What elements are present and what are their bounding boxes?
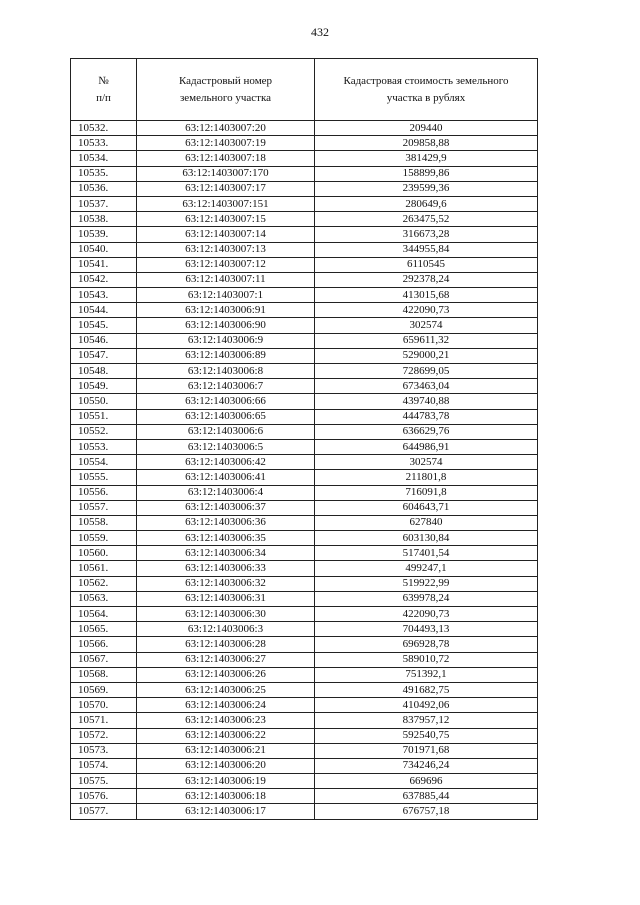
- cell-row-number: 10532.: [71, 121, 137, 136]
- cell-row-number: 10547.: [71, 348, 137, 363]
- cell-cadastral-number: 63:12:1403006:89: [137, 348, 315, 363]
- table-row: [71, 743, 538, 758]
- cell-cadastral-value: 280649,6: [315, 196, 538, 211]
- cell-cadastral-number: 63:12:1403007:20: [137, 121, 315, 136]
- cell-row-number: 10571.: [71, 713, 137, 728]
- table-row: [71, 607, 538, 622]
- cell-row-number: 10542.: [71, 272, 137, 287]
- table-row: [71, 288, 538, 303]
- cell-row-number: 10534.: [71, 151, 137, 166]
- table-row: [71, 774, 538, 789]
- cell-cadastral-number: 63:12:1403006:24: [137, 698, 315, 713]
- cell-row-number: 10544.: [71, 303, 137, 318]
- table-row: [71, 531, 538, 546]
- table-row: [71, 485, 538, 500]
- cell-cadastral-number: 63:12:1403007:14: [137, 227, 315, 242]
- cell-row-number: 10545.: [71, 318, 137, 333]
- cell-row-number: 10558.: [71, 515, 137, 530]
- cell-cadastral-value: 627840: [315, 515, 538, 530]
- table-row: [71, 652, 538, 667]
- cell-cadastral-number: 63:12:1403006:19: [137, 774, 315, 789]
- cell-cadastral-value: 676757,18: [315, 804, 538, 819]
- cell-row-number: 10560.: [71, 546, 137, 561]
- cell-cadastral-value: 669696: [315, 774, 538, 789]
- cell-cadastral-number: 63:12:1403006:22: [137, 728, 315, 743]
- table-row: [71, 713, 538, 728]
- cell-cadastral-value: 701971,68: [315, 743, 538, 758]
- cell-row-number: 10539.: [71, 227, 137, 242]
- cell-row-number: 10543.: [71, 288, 137, 303]
- table-row: [71, 394, 538, 409]
- cell-cadastral-value: 444783,78: [315, 409, 538, 424]
- cell-row-number: 10563.: [71, 591, 137, 606]
- table-row: [71, 212, 538, 227]
- table-row: [71, 333, 538, 348]
- cell-cadastral-value: 302574: [315, 455, 538, 470]
- cell-cadastral-number: 63:12:1403006:17: [137, 804, 315, 819]
- cell-row-number: 10568.: [71, 667, 137, 682]
- cell-cadastral-value: 603130,84: [315, 531, 538, 546]
- table-row: [71, 181, 538, 196]
- cell-cadastral-number: 63:12:1403007:151: [137, 196, 315, 211]
- cell-row-number: 10549.: [71, 379, 137, 394]
- cell-cadastral-number: 63:12:1403006:41: [137, 470, 315, 485]
- table-row: [71, 637, 538, 652]
- table-row: [71, 348, 538, 363]
- header-cadastral-value: [315, 59, 538, 121]
- header-row-number: [71, 59, 137, 121]
- cell-row-number: 10537.: [71, 196, 137, 211]
- cell-row-number: 10576.: [71, 789, 137, 804]
- cell-cadastral-value: 751392,1: [315, 667, 538, 682]
- cell-cadastral-value: 209858,88: [315, 136, 538, 151]
- cell-cadastral-value: 636629,76: [315, 424, 538, 439]
- table-row: [71, 318, 538, 333]
- table-row: [71, 242, 538, 257]
- cell-cadastral-number: 63:12:1403006:23: [137, 713, 315, 728]
- table-row: [71, 121, 538, 136]
- table-row: [71, 591, 538, 606]
- cell-cadastral-value: 659611,32: [315, 333, 538, 348]
- cell-cadastral-number: 63:12:1403007:13: [137, 242, 315, 257]
- cell-cadastral-number: 63:12:1403006:91: [137, 303, 315, 318]
- cell-cadastral-value: 644986,91: [315, 439, 538, 454]
- cell-row-number: 10557.: [71, 500, 137, 515]
- cell-row-number: 10575.: [71, 774, 137, 789]
- cadastral-value-table: [70, 58, 538, 820]
- table-row: [71, 379, 538, 394]
- cell-cadastral-value: 589010,72: [315, 652, 538, 667]
- cell-cadastral-number: 63:12:1403007:19: [137, 136, 315, 151]
- header-row-number-line-1: №: [98, 74, 109, 87]
- table-row: [71, 227, 538, 242]
- cell-cadastral-number: 63:12:1403006:32: [137, 576, 315, 591]
- cell-cadastral-value: 211801,8: [315, 470, 538, 485]
- cell-row-number: 10541.: [71, 257, 137, 272]
- header-cadastral-value-line-2: участка в рублях: [386, 91, 466, 104]
- cell-cadastral-value: 6110545: [315, 257, 538, 272]
- cell-row-number: 10548.: [71, 364, 137, 379]
- cell-cadastral-number: 63:12:1403006:33: [137, 561, 315, 576]
- table-row: [71, 470, 538, 485]
- cell-cadastral-value: 491682,75: [315, 682, 538, 697]
- cell-cadastral-value: 734246,24: [315, 758, 538, 773]
- cell-cadastral-number: 63:12:1403006:34: [137, 546, 315, 561]
- cell-row-number: 10550.: [71, 394, 137, 409]
- cell-cadastral-number: 63:12:1403006:3: [137, 622, 315, 637]
- table-row: [71, 561, 538, 576]
- cell-row-number: 10554.: [71, 455, 137, 470]
- cell-row-number: 10538.: [71, 212, 137, 227]
- cell-cadastral-value: 704493,13: [315, 622, 538, 637]
- cell-row-number: 10574.: [71, 758, 137, 773]
- cell-row-number: 10551.: [71, 409, 137, 424]
- cell-cadastral-value: 422090,73: [315, 607, 538, 622]
- cell-cadastral-value: 519922,99: [315, 576, 538, 591]
- cell-cadastral-value: 499247,1: [315, 561, 538, 576]
- cell-cadastral-value: 413015,68: [315, 288, 538, 303]
- cell-cadastral-number: 63:12:1403006:26: [137, 667, 315, 682]
- cell-cadastral-number: 63:12:1403006:6: [137, 424, 315, 439]
- table-row: [71, 151, 538, 166]
- cell-row-number: 10555.: [71, 470, 137, 485]
- cell-cadastral-number: 63:12:1403007:15: [137, 212, 315, 227]
- cell-cadastral-value: 209440: [315, 121, 538, 136]
- cell-row-number: 10570.: [71, 698, 137, 713]
- cell-row-number: 10535.: [71, 166, 137, 181]
- cell-cadastral-number: 63:12:1403007:12: [137, 257, 315, 272]
- cell-cadastral-number: 63:12:1403006:4: [137, 485, 315, 500]
- header-cadastral-number-line-1: Кадастровый номер: [178, 74, 273, 87]
- header-cadastral-value-line-1: Кадастровая стоимость земельного: [343, 74, 509, 87]
- cell-cadastral-number: 63:12:1403006:9: [137, 333, 315, 348]
- table-row: [71, 303, 538, 318]
- cell-cadastral-number: 63:12:1403006:25: [137, 682, 315, 697]
- header-cadastral-number: [137, 59, 315, 121]
- cell-cadastral-value: 302574: [315, 318, 538, 333]
- header-row-number-line-2: п/п: [96, 91, 111, 104]
- table-row: [71, 257, 538, 272]
- cell-cadastral-number: 63:12:1403006:8: [137, 364, 315, 379]
- cell-cadastral-number: 63:12:1403007:17: [137, 181, 315, 196]
- cell-cadastral-value: 639978,24: [315, 591, 538, 606]
- header-cadastral-number-line-2: земельного участка: [179, 91, 272, 104]
- cell-cadastral-value: 637885,44: [315, 789, 538, 804]
- table-row: [71, 136, 538, 151]
- cell-cadastral-number: 63:12:1403006:65: [137, 409, 315, 424]
- cell-cadastral-value: 239599,36: [315, 181, 538, 196]
- cell-row-number: 10546.: [71, 333, 137, 348]
- cell-cadastral-value: 410492,06: [315, 698, 538, 713]
- cell-row-number: 10556.: [71, 485, 137, 500]
- header-row: [71, 59, 538, 121]
- cell-cadastral-number: 63:12:1403006:30: [137, 607, 315, 622]
- cell-cadastral-number: 63:12:1403006:21: [137, 743, 315, 758]
- cell-cadastral-value: 316673,28: [315, 227, 538, 242]
- cell-cadastral-number: 63:12:1403006:31: [137, 591, 315, 606]
- cell-row-number: 10559.: [71, 531, 137, 546]
- table-row: [71, 667, 538, 682]
- cell-cadastral-value: 696928,78: [315, 637, 538, 652]
- table-row: [71, 424, 538, 439]
- cell-cadastral-number: 63:12:1403006:18: [137, 789, 315, 804]
- cell-row-number: 10573.: [71, 743, 137, 758]
- table-header: [71, 59, 538, 121]
- cell-cadastral-number: 63:12:1403006:20: [137, 758, 315, 773]
- table-row: [71, 439, 538, 454]
- table-row: [71, 455, 538, 470]
- cell-cadastral-value: 263475,52: [315, 212, 538, 227]
- cell-cadastral-value: 728699,05: [315, 364, 538, 379]
- table-row: [71, 576, 538, 591]
- table-row: [71, 622, 538, 637]
- cell-cadastral-number: 63:12:1403006:90: [137, 318, 315, 333]
- cell-cadastral-number: 63:12:1403007:170: [137, 166, 315, 181]
- cell-cadastral-value: 517401,54: [315, 546, 538, 561]
- cell-cadastral-number: 63:12:1403006:66: [137, 394, 315, 409]
- cell-row-number: 10567.: [71, 652, 137, 667]
- table-row: [71, 500, 538, 515]
- cell-cadastral-value: 292378,24: [315, 272, 538, 287]
- table-row: [71, 409, 538, 424]
- page-number: 432: [311, 25, 329, 39]
- table-body: [71, 121, 538, 820]
- table-row: [71, 364, 538, 379]
- cell-cadastral-value: 673463,04: [315, 379, 538, 394]
- cell-row-number: 10562.: [71, 576, 137, 591]
- table-row: [71, 758, 538, 773]
- cell-cadastral-value: 381429,9: [315, 151, 538, 166]
- cell-row-number: 10566.: [71, 637, 137, 652]
- table-row: [71, 789, 538, 804]
- cell-row-number: 10536.: [71, 181, 137, 196]
- cell-cadastral-value: 592540,75: [315, 728, 538, 743]
- cell-cadastral-value: 158899,86: [315, 166, 538, 181]
- cell-row-number: 10553.: [71, 439, 137, 454]
- cell-cadastral-number: 63:12:1403006:27: [137, 652, 315, 667]
- table-row: [71, 728, 538, 743]
- table-row: [71, 698, 538, 713]
- cell-cadastral-number: 63:12:1403006:35: [137, 531, 315, 546]
- cell-cadastral-value: 837957,12: [315, 713, 538, 728]
- cell-row-number: 10565.: [71, 622, 137, 637]
- table-row: [71, 196, 538, 211]
- table-row: [71, 515, 538, 530]
- cell-row-number: 10569.: [71, 682, 137, 697]
- table-row: [71, 272, 538, 287]
- cell-cadastral-number: 63:12:1403006:42: [137, 455, 315, 470]
- cell-cadastral-number: 63:12:1403007:18: [137, 151, 315, 166]
- cell-cadastral-value: 439740,88: [315, 394, 538, 409]
- table-row: [71, 166, 538, 181]
- cell-row-number: 10577.: [71, 804, 137, 819]
- cell-row-number: 10533.: [71, 136, 137, 151]
- cell-cadastral-number: 63:12:1403006:36: [137, 515, 315, 530]
- cell-cadastral-number: 63:12:1403006:7: [137, 379, 315, 394]
- table-row: [71, 682, 538, 697]
- cell-row-number: 10540.: [71, 242, 137, 257]
- cell-cadastral-number: 63:12:1403006:28: [137, 637, 315, 652]
- cell-row-number: 10572.: [71, 728, 137, 743]
- cell-cadastral-value: 344955,84: [315, 242, 538, 257]
- cell-cadastral-number: 63:12:1403007:1: [137, 288, 315, 303]
- cell-cadastral-value: 529000,21: [315, 348, 538, 363]
- table-row: [71, 546, 538, 561]
- table-row: [71, 804, 538, 819]
- cell-cadastral-value: 422090,73: [315, 303, 538, 318]
- cell-cadastral-number: 63:12:1403006:37: [137, 500, 315, 515]
- cell-cadastral-number: 63:12:1403007:11: [137, 272, 315, 287]
- cell-row-number: 10552.: [71, 424, 137, 439]
- cell-cadastral-value: 716091,8: [315, 485, 538, 500]
- cell-row-number: 10564.: [71, 607, 137, 622]
- cell-cadastral-number: 63:12:1403006:5: [137, 439, 315, 454]
- cell-row-number: 10561.: [71, 561, 137, 576]
- cell-cadastral-value: 604643,71: [315, 500, 538, 515]
